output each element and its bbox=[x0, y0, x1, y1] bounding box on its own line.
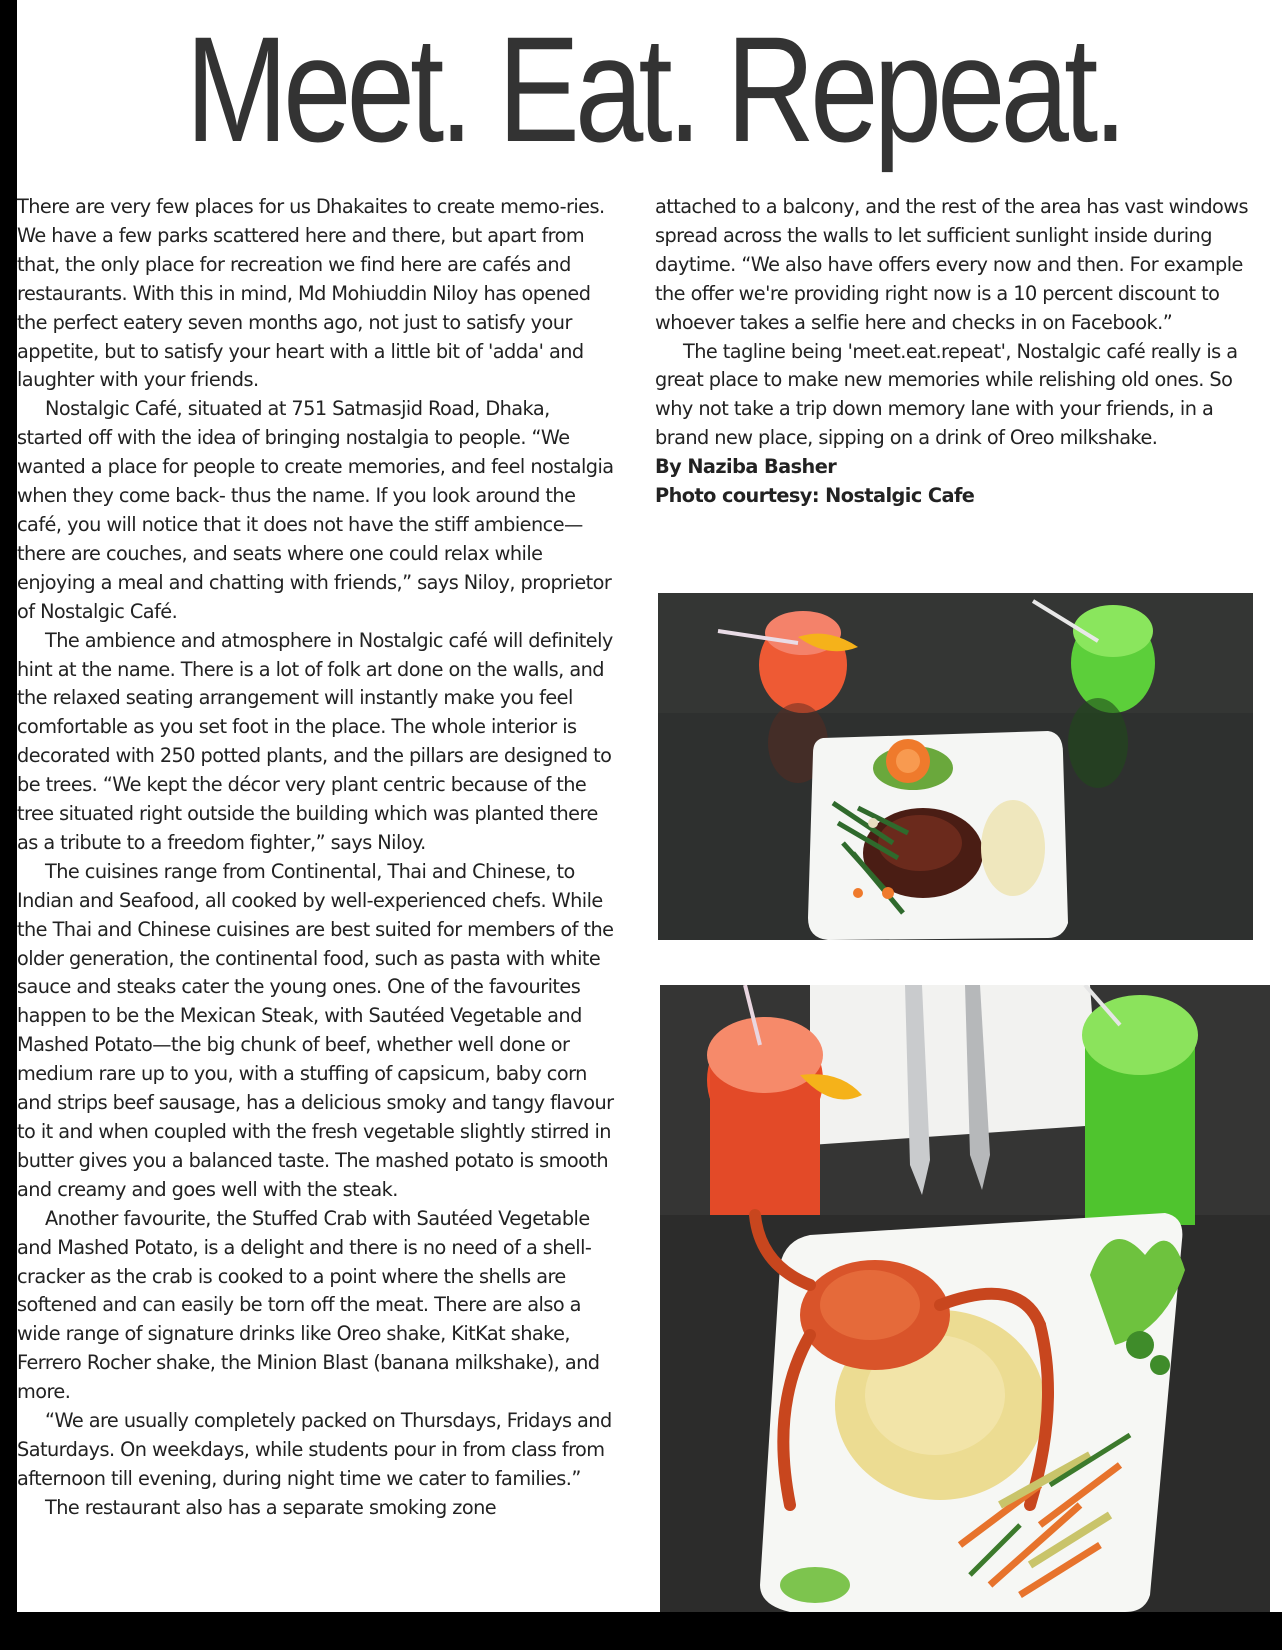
paragraph: Another favourite, the Stuffed Crab with Sautéed Vegetable and Mashed Potato, is a delight and there is no need of a shell-cracker as the crab is cooked to a point where the shells are softened and can easily be torn off the meat. There are also a wide range of signature drinks like Oreo shake, KitKat shake, Ferrero Rocher shake, the Minion Blast (banana milkshake), and more. bbox=[17, 1206, 600, 1404]
paragraph: Nostalgic Café, situated at 751 Satmasjid Road, Dhaka, started off with the idea of bringing nostalgia to people. “We wanted a place for people to create memories, and feel nostalgia when they come back- thus the name. If you look around the café, you will notice that it does not have the stiff ambience—there are couches, and seats where one could relax while enjoying a meal and chatting with friends,” says Niloy, proprietor of Nostalgic Café. bbox=[17, 397, 614, 623]
paragraph: The restaurant also has a separate smoking zone bbox=[45, 1495, 497, 1519]
paragraph: “We are usually completely packed on Thursdays, Fridays and Saturdays. On weekdays, while students pour in from class from afternoon till evening, during night time we cater to families.” bbox=[17, 1409, 612, 1490]
paragraph: The ambience and atmosphere in Nostalgic café will definitely hint at the name. There is a lot of folk art done on the walls, and the relaxed seating arrangement will instantly make you feel comfortable as you set foot in the place. The whole interior is decorated with 250 potted plants, and the pillars are designed to be trees. “We kept the décor very plant centric because of the tree situated right outside the building which was planted there as a tribute to a freedom fighter,” says Niloy. bbox=[17, 628, 613, 854]
byline: By Naziba Basher bbox=[655, 455, 837, 479]
paragraph: The tagline being 'meet.eat.repeat', Nostalgic café really is a great place to make new memories while relishing old ones. So why not take a trip down memory lane with your friends, in a brand new place, sipping on a drink of Oreo milkshake. bbox=[655, 339, 1238, 450]
article-right-column bbox=[655, 193, 1265, 511]
page-title: Meet. Eat. Repeat. bbox=[185, 5, 1123, 173]
magazine-page bbox=[17, 0, 1282, 1612]
photo-credit: Photo courtesy: Nostalgic Cafe bbox=[655, 484, 975, 508]
article-left-column bbox=[17, 193, 617, 1523]
paragraph: There are very few places for us Dhakaites to create memo-ries. We have a few parks scattered here and there, but apart from that, the only place for recreation we find here are cafés and restaurants. With this in mind, Md Mohiuddin Niloy has opened the perfect eatery seven months ago, not just to satisfy your appetite, but to satisfy your heart with a little bit of 'adda' and laughter with your friends. bbox=[17, 195, 605, 392]
crab-plate-photo bbox=[660, 985, 1270, 1612]
paragraph: The cuisines range from Continental, Thai and Chinese, to Indian and Seafood, all cooked by well-experienced chefs. While the Thai and Chinese cuisines are best suited for members of the older generation, the continental food, such as pasta with white sauce and steaks cater the young ones. One of the favourites happen to be the Mexican Steak, with Sautéed Vegetable and Mashed Potato—the big chunk of beef, whether well done or medium rare up to you, with a stuffing of capsicum, baby corn and strips beef sausage, has a delicious smoky and tangy flavour to it and when coupled with the fresh vegetable slightly stirred in butter gives you a balanced taste. The mashed potato is smooth and creamy and goes well with the steak. bbox=[17, 859, 614, 1201]
paragraph: attached to a balcony, and the rest of the area has vast windows spread across the walls to let sufficient sunlight inside during daytime. “We also have offers every now and then. For example the offer we're providing right now is a 10 percent discount to whoever takes a selfie here and checks in on Facebook.” bbox=[655, 195, 1248, 334]
steak-plate-photo bbox=[658, 593, 1253, 940]
